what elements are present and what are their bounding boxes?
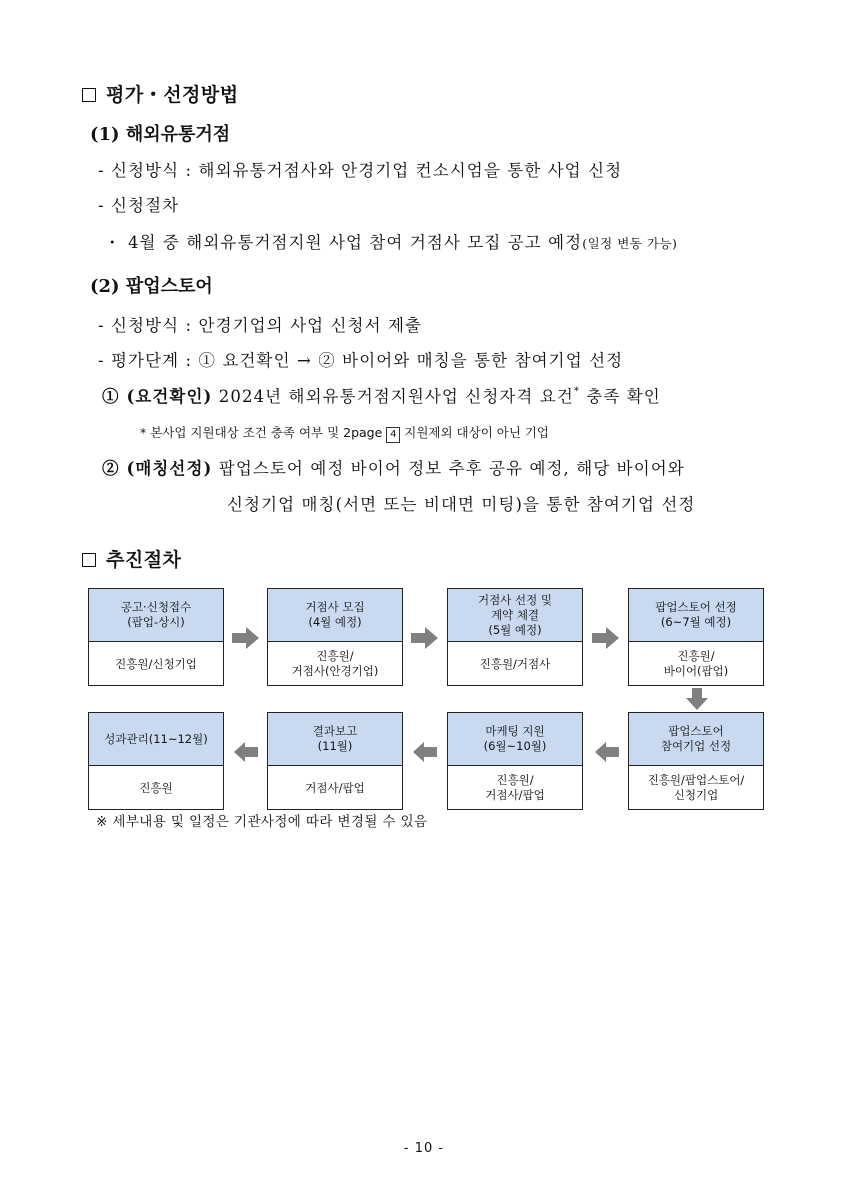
step1-tail: 충족 확인 (586, 387, 661, 406)
overseas-procedure: - 신청절차 (98, 196, 180, 215)
flow-step-5-actor: 진흥원/팝업스토어/ 신청기업 (647, 773, 745, 802)
flow-step-4-title: 팝업스토어 선정 (6~7월 예정) (629, 589, 763, 642)
flow-step-6-title: 마케팅 지원 (6월~10월) (448, 713, 582, 766)
step2-line1: 팝업스토어 예정 바이어 정보 추후 공유 예정, 해당 바이어와 (218, 459, 685, 478)
flow-step-1 (88, 588, 224, 686)
popup-step1 (102, 383, 661, 407)
step1-label: ① (요건확인) (102, 387, 213, 406)
popup-step2 (102, 455, 685, 479)
flow-step-1-actor: 진흥원/신청기업 (115, 656, 197, 671)
step2-label: ② (매칭선정) (102, 459, 213, 478)
flow-step-8-actor: 진흥원 (139, 780, 173, 795)
flow-step-2 (267, 588, 403, 686)
flow-step-7-actor: 거점사/팝업 (305, 780, 365, 795)
square-bullet-icon (82, 88, 96, 102)
flow-step-6-actor: 진흥원/ 거점사/팝업 (485, 773, 545, 802)
arrow-left-icon (413, 742, 437, 762)
flow-step-6 (447, 712, 583, 810)
page-number: - 10 - (403, 1141, 445, 1156)
flow-step-4-actor: 진흥원/ 바이어(팝업) (663, 649, 729, 678)
flow-step-3-title: 거점사 선정 및 계약 체결 (5월 예정) (448, 589, 582, 642)
footnote-pre: * 본사업 지원대상 조건 충족 여부 및 2page (140, 425, 383, 440)
flow-step-3-actor: 진흥원/거점사 (479, 656, 551, 671)
flow-step-4 (628, 588, 764, 686)
flow-step-8-title: 성과관리(11~12월) (89, 713, 223, 766)
flow-step-1-title: 공고·신청접수 (팝업-상시) (89, 589, 223, 642)
overseas-bullet (104, 229, 677, 253)
arrow-down-icon (686, 688, 708, 710)
section-title-eval: 평가・선정방법 (82, 80, 239, 107)
subheading-overseas: (1) 해외유통거점 (90, 124, 231, 145)
flow-step-7 (267, 712, 403, 810)
arrow-left-icon (595, 742, 619, 762)
step1-text: 2024년 해외유통거점지원사업 신청자격 요건 (218, 387, 574, 406)
section-title-process: 추진절차 (82, 545, 181, 572)
arrow-right-icon (592, 627, 620, 649)
overseas-bullet-main: ・ 4월 중 해외유통거점지원 사업 참여 거점사 모집 공고 예정 (104, 233, 583, 252)
flow-step-5-title: 팝업스토어 참여기업 선정 (629, 713, 763, 766)
popup-stages: - 평가단계 : ① 요건확인 → ② 바이어와 매칭을 통한 참여기업 선정 (98, 351, 624, 370)
overseas-bullet-note: (일정 변동 가능) (582, 236, 678, 251)
flow-step-2-actor: 진흥원/ 거점사(안경기업) (291, 649, 379, 678)
arrow-right-icon (411, 627, 439, 649)
popup-step2-line2: 신청기업 매칭(서면 또는 비대면 미팅)을 통한 참여기업 선정 (227, 495, 696, 514)
subheading-popup: (2) 팝업스토어 (90, 276, 213, 297)
popup-method: - 신청방식 : 안경기업의 사업 신청서 제출 (98, 316, 423, 335)
schedule-note: ※ 세부내용 및 일정은 기관사정에 따라 변경될 수 있음 (96, 814, 428, 830)
flow-step-7-title: 결과보고 (11월) (268, 713, 402, 766)
overseas-method: - 신청방식 : 해외유통거점사와 안경기업 컨소시엄을 통한 사업 신청 (98, 161, 623, 180)
square-bullet-icon (82, 553, 96, 567)
footnote-post: 지원제외 대상이 아닌 기업 (404, 425, 550, 440)
flow-step-5 (628, 712, 764, 810)
arrow-right-icon (232, 627, 260, 649)
flow-step-2-title: 거점사 모집 (4월 예정) (268, 589, 402, 642)
popup-footnote (140, 423, 549, 443)
flow-step-8 (88, 712, 224, 810)
flow-step-3 (447, 588, 583, 686)
footnote-numbox: 4 (386, 427, 400, 443)
step1-sup: * (573, 386, 580, 397)
arrow-left-icon (234, 742, 258, 762)
